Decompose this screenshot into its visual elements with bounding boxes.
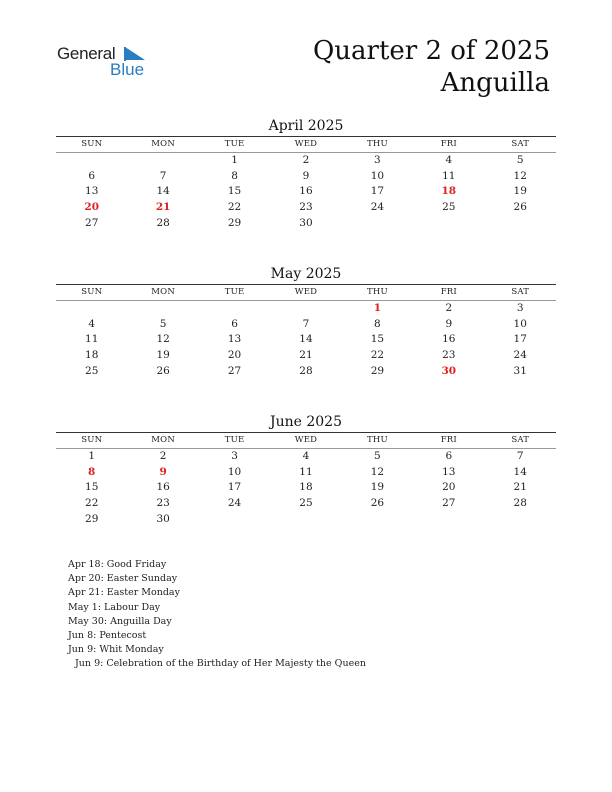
weekday-label: MON [151, 287, 175, 297]
page-title: Quarter 2 of 2025 [312, 36, 550, 66]
day-cell: 22 [227, 201, 242, 214]
weekday-label: MON [151, 435, 175, 445]
weekday-label: SUN [81, 139, 103, 149]
month-title: May 2025 [270, 266, 342, 282]
weekday-label: WED [294, 287, 318, 297]
day-cell: 10 [370, 169, 385, 182]
month-title: June 2025 [269, 414, 342, 430]
day-cell: 20 [442, 481, 456, 494]
day-cell: 30 [299, 216, 313, 229]
day-cell: 27 [442, 497, 456, 510]
day-cell: 15 [227, 185, 242, 198]
day-cell [127, 301, 198, 317]
logo-text-general: General [57, 44, 116, 63]
day-cell: 21 [299, 349, 313, 362]
day-cell: 7 [516, 450, 524, 462]
day-cell: 19 [370, 481, 385, 494]
day-cell: 23 [299, 201, 313, 214]
day-cell: 29 [85, 512, 99, 525]
day-cell: 14 [299, 333, 313, 346]
week-row [56, 496, 556, 512]
weekday-label: SUN [81, 287, 103, 297]
day-cell: 15 [370, 333, 385, 346]
day-cell: 17 [513, 333, 527, 346]
day-cell: 23 [156, 497, 170, 510]
weekday-label: TUE [224, 287, 245, 297]
week-row [56, 480, 556, 496]
day-cell: 7 [159, 169, 167, 182]
week-row [56, 216, 556, 232]
day-cell: 22 [85, 497, 99, 510]
holiday-list [68, 558, 366, 672]
day-cell: 30 [441, 364, 457, 377]
weekday-label: WED [294, 139, 318, 149]
weekday-label: FRI [440, 287, 457, 297]
week-row [56, 184, 556, 200]
day-cell: 13 [85, 185, 99, 198]
day-cell [56, 153, 127, 169]
day-cell [270, 301, 341, 317]
day-cell: 11 [85, 333, 99, 346]
day-cell: 12 [513, 169, 527, 182]
day-cell: 24 [227, 497, 242, 510]
holiday-item: Jun 9: Whit Monday [68, 644, 164, 656]
day-cell: 12 [370, 465, 385, 478]
week-grid [56, 449, 556, 527]
day-cell: 24 [513, 349, 527, 362]
month-may [56, 264, 556, 379]
holiday-item: Jun 9: Celebration of the Birthday of Her Majesty the Queen [75, 658, 366, 670]
day-cell: 2 [159, 450, 167, 462]
day-cell: 25 [442, 201, 456, 214]
day-cell: 16 [442, 333, 456, 346]
day-cell: 27 [227, 364, 242, 377]
day-cell: 10 [227, 465, 242, 478]
day-cell: 13 [442, 465, 456, 478]
weekday-label: THU [366, 139, 388, 149]
day-cell: 2 [302, 154, 310, 166]
holiday-item: Apr 20: Easter Sunday [68, 573, 178, 585]
day-cell: 16 [156, 481, 170, 494]
day-cell [199, 512, 270, 528]
week-row [56, 465, 556, 481]
weekday-label: SAT [511, 139, 530, 149]
day-cell: 7 [302, 317, 310, 330]
week-row [56, 364, 556, 380]
day-cell: 9 [302, 169, 310, 182]
holiday-item: Apr 18: Good Friday [68, 559, 167, 570]
weekday-label: TUE [224, 139, 245, 149]
week-row [56, 348, 556, 364]
day-cell: 17 [227, 481, 242, 494]
day-cell [413, 216, 484, 232]
day-cell: 28 [513, 497, 527, 510]
week-row [56, 301, 556, 317]
day-cell: 23 [442, 349, 456, 362]
week-row [56, 512, 556, 528]
day-cell: 8 [231, 169, 238, 182]
day-cell: 18 [441, 185, 457, 198]
week-grid [56, 301, 556, 379]
week-grid [56, 153, 556, 231]
weekday-label: SAT [511, 435, 530, 445]
week-row [56, 169, 556, 185]
weekday-header [56, 137, 556, 153]
day-cell: 11 [442, 169, 456, 182]
day-cell: 28 [156, 216, 170, 229]
day-cell: 9 [445, 317, 453, 330]
week-row [56, 332, 556, 348]
month-april [56, 116, 556, 231]
day-cell: 10 [513, 317, 527, 330]
day-cell: 3 [516, 302, 524, 314]
day-cell: 26 [370, 497, 385, 510]
day-cell: 1 [88, 450, 96, 462]
day-cell: 1 [231, 154, 238, 166]
day-cell: 8 [88, 465, 96, 478]
logo-text-blue: Blue [110, 60, 145, 79]
day-cell: 19 [513, 185, 527, 198]
day-cell: 29 [370, 364, 385, 377]
day-cell: 13 [227, 333, 242, 346]
day-cell: 28 [299, 364, 313, 377]
week-row [56, 449, 556, 465]
weekday-label: SAT [511, 287, 530, 297]
day-cell: 12 [156, 333, 170, 346]
weekday-label: THU [366, 287, 388, 297]
week-row [56, 200, 556, 216]
weekday-label: THU [366, 435, 388, 445]
generalblue-logo [57, 44, 157, 84]
country-name: Anguilla [440, 68, 550, 98]
day-cell: 22 [370, 349, 385, 362]
day-cell: 18 [299, 481, 313, 494]
day-cell: 24 [370, 201, 385, 214]
day-cell: 2 [445, 302, 453, 314]
holiday-item: May 1: Labour Day [68, 601, 161, 613]
month-title: April 2025 [268, 118, 344, 134]
weekday-label: FRI [440, 435, 457, 445]
day-cell: 31 [513, 364, 527, 377]
day-cell: 25 [299, 497, 313, 510]
day-cell: 15 [85, 481, 99, 494]
week-row [56, 317, 556, 333]
day-cell: 6 [88, 169, 96, 182]
day-cell: 8 [374, 317, 381, 330]
day-cell [270, 512, 341, 528]
weekday-header [56, 285, 556, 301]
day-cell: 25 [85, 364, 99, 377]
day-cell: 1 [373, 302, 382, 314]
day-cell: 21 [155, 201, 171, 214]
holiday-item: Jun 8: Pentecost [68, 630, 147, 642]
day-cell [199, 301, 270, 317]
day-cell [485, 512, 556, 528]
day-cell: 18 [85, 349, 99, 362]
day-cell: 14 [156, 185, 170, 198]
day-cell: 16 [299, 185, 313, 198]
week-row [56, 153, 556, 169]
weekday-label: WED [294, 435, 318, 445]
day-cell: 26 [513, 201, 527, 214]
day-cell: 29 [227, 216, 242, 229]
day-cell [127, 153, 198, 169]
day-cell: 20 [227, 349, 242, 362]
day-cell: 20 [84, 201, 100, 214]
day-cell: 11 [299, 465, 313, 478]
day-cell [56, 301, 127, 317]
day-cell: 5 [516, 154, 524, 166]
holiday-item: Apr 21: Easter Monday [68, 587, 180, 599]
day-cell: 5 [159, 317, 167, 330]
weekday-label: FRI [440, 139, 457, 149]
weekday-label: SUN [81, 435, 103, 445]
day-cell: 26 [156, 364, 170, 377]
day-cell: 4 [302, 450, 310, 462]
day-cell: 4 [445, 154, 453, 166]
day-cell: 6 [231, 317, 238, 330]
month-june [56, 412, 556, 527]
weekday-header [56, 433, 556, 449]
day-cell: 3 [374, 154, 381, 166]
day-cell [413, 512, 484, 528]
day-cell: 30 [156, 512, 170, 525]
day-cell: 9 [159, 465, 167, 478]
day-cell: 4 [88, 317, 96, 330]
day-cell: 6 [445, 450, 453, 462]
day-cell: 5 [374, 450, 381, 462]
day-cell: 14 [513, 465, 527, 478]
day-cell: 19 [156, 349, 170, 362]
day-cell: 3 [231, 450, 238, 462]
day-cell: 27 [85, 216, 99, 229]
weekday-label: TUE [224, 435, 245, 445]
day-cell [342, 512, 413, 528]
day-cell [342, 216, 413, 232]
day-cell: 17 [370, 185, 385, 198]
weekday-label: MON [151, 139, 175, 149]
day-cell: 21 [513, 481, 527, 494]
holiday-item: May 30: Anguilla Day [68, 615, 172, 627]
day-cell [485, 216, 556, 232]
